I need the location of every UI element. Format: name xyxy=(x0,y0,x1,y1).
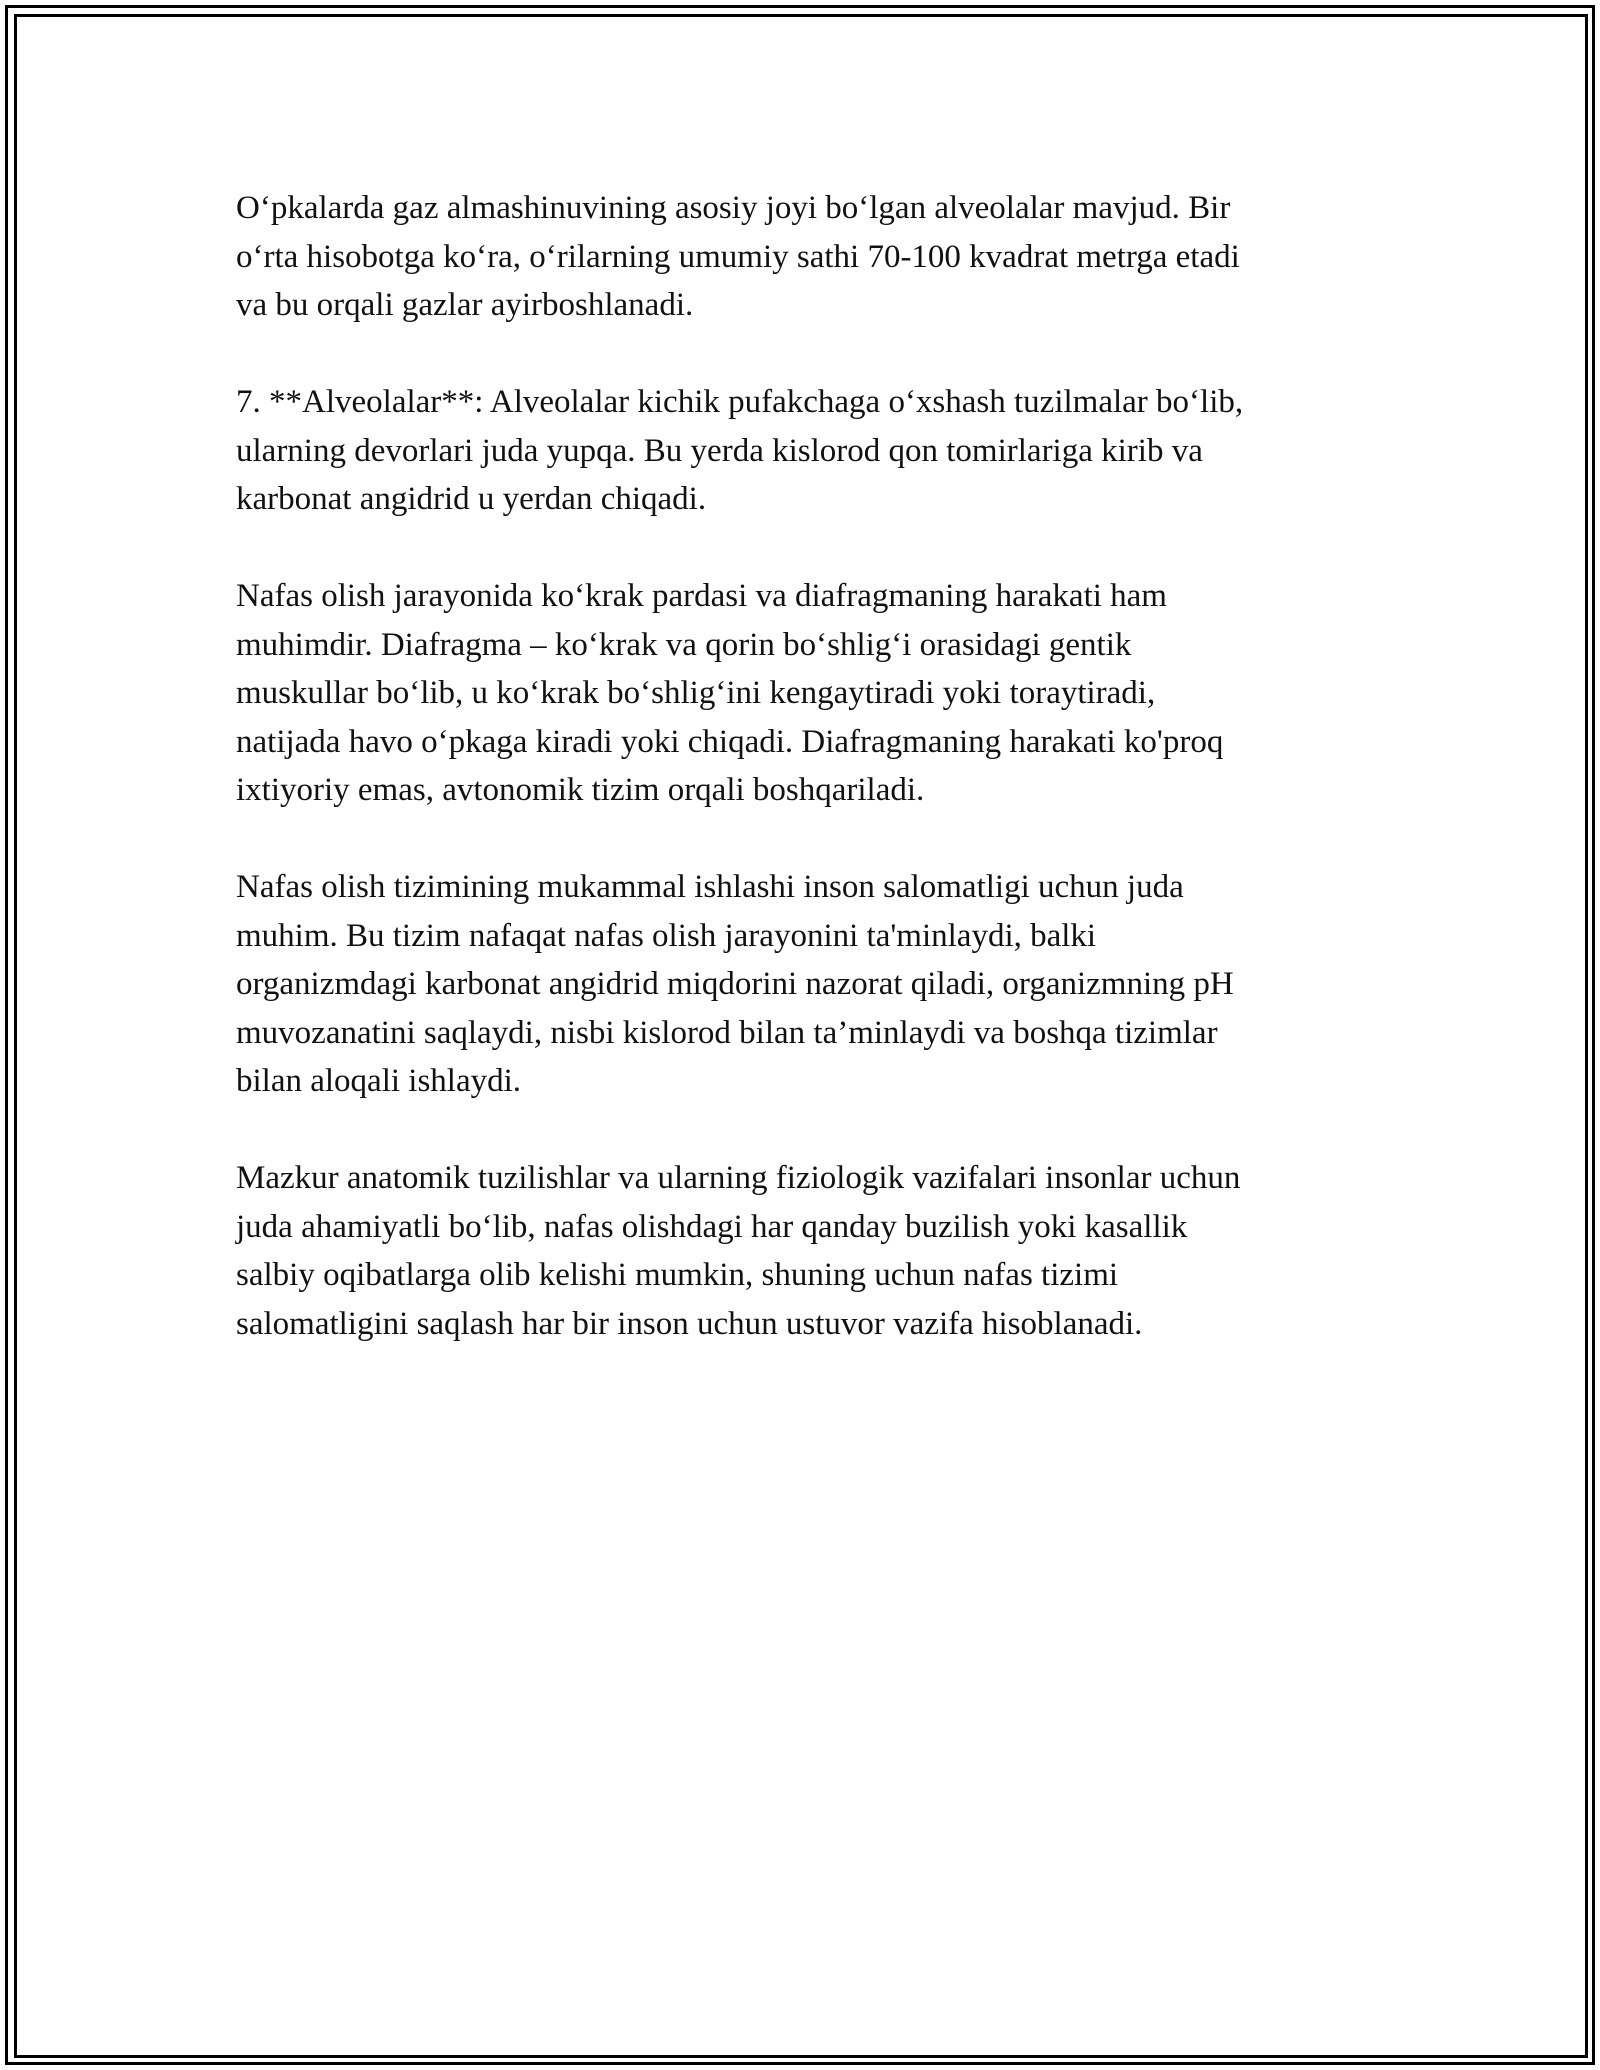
paragraph-alveoli: 7. **Alveolalar**: Alveolalar kichik pufakchaga o‘xshash tuzilmalar bo‘lib, ularning devorlari juda yupqa. Bu yerda kislorod qon tomirlariga kirib va karbonat angidrid u yerdan chiqadi. xyxy=(236,384,1244,517)
paragraph-conclusion: Mazkur anatomik tuzilishlar va ularning fiziologik vazifalari insonlar uchun juda ahamiyatli bo‘lib, nafas olishdagi har qanday buzilish yoki kasallik salbiy oqibatlarga olib kelishi mumkin, shuning uchun nafas tizimi salomatligini saqlash har bir inson uchun ustuvor vazifa hisoblanadi. xyxy=(236,1160,1241,1342)
document-body xyxy=(236,184,1376,1397)
paragraph-gas-exchange: O‘pkalarda gaz almashinuvining asosiy joyi bo‘lgan alveolalar mavjud. Bir o‘rta hisobotga ko‘ra, o‘rilarning umumiy sathi 70-100 kvadrat metrga etadi va bu orqali gazlar ayirboshlanadi. xyxy=(236,190,1240,323)
paragraph-respiratory-function: Nafas olish tizimining mukammal ishlashi inson salomatligi uchun juda muhim. Bu tizim nafaqat nafas olish jarayonini ta'minlaydi, balki organizmdagi karbonat angidrid miqdorini nazorat qiladi, organizmning pH muvozanatini saqlaydi, nisbi kislorod bilan ta’minlaydi va boshqa tizimlar bilan aloqali ishlaydi. xyxy=(236,869,1234,1099)
paragraph-diaphragm: Nafas olish jarayonida ko‘krak pardasi va diafragmaning harakati ham muhimdir. Diafragma – ko‘krak va qorin bo‘shlig‘i orasidagi gentik muskullar bo‘lib, u ko‘krak bo‘shlig‘ini kengaytiradi yoki toraytiradi, natijada havo o‘pkaga kiradi yoki chiqadi. Diafragmaning harakati ko'proq ixtiyoriy emas, avtonomik tizim orqali boshqariladi. xyxy=(236,578,1224,808)
